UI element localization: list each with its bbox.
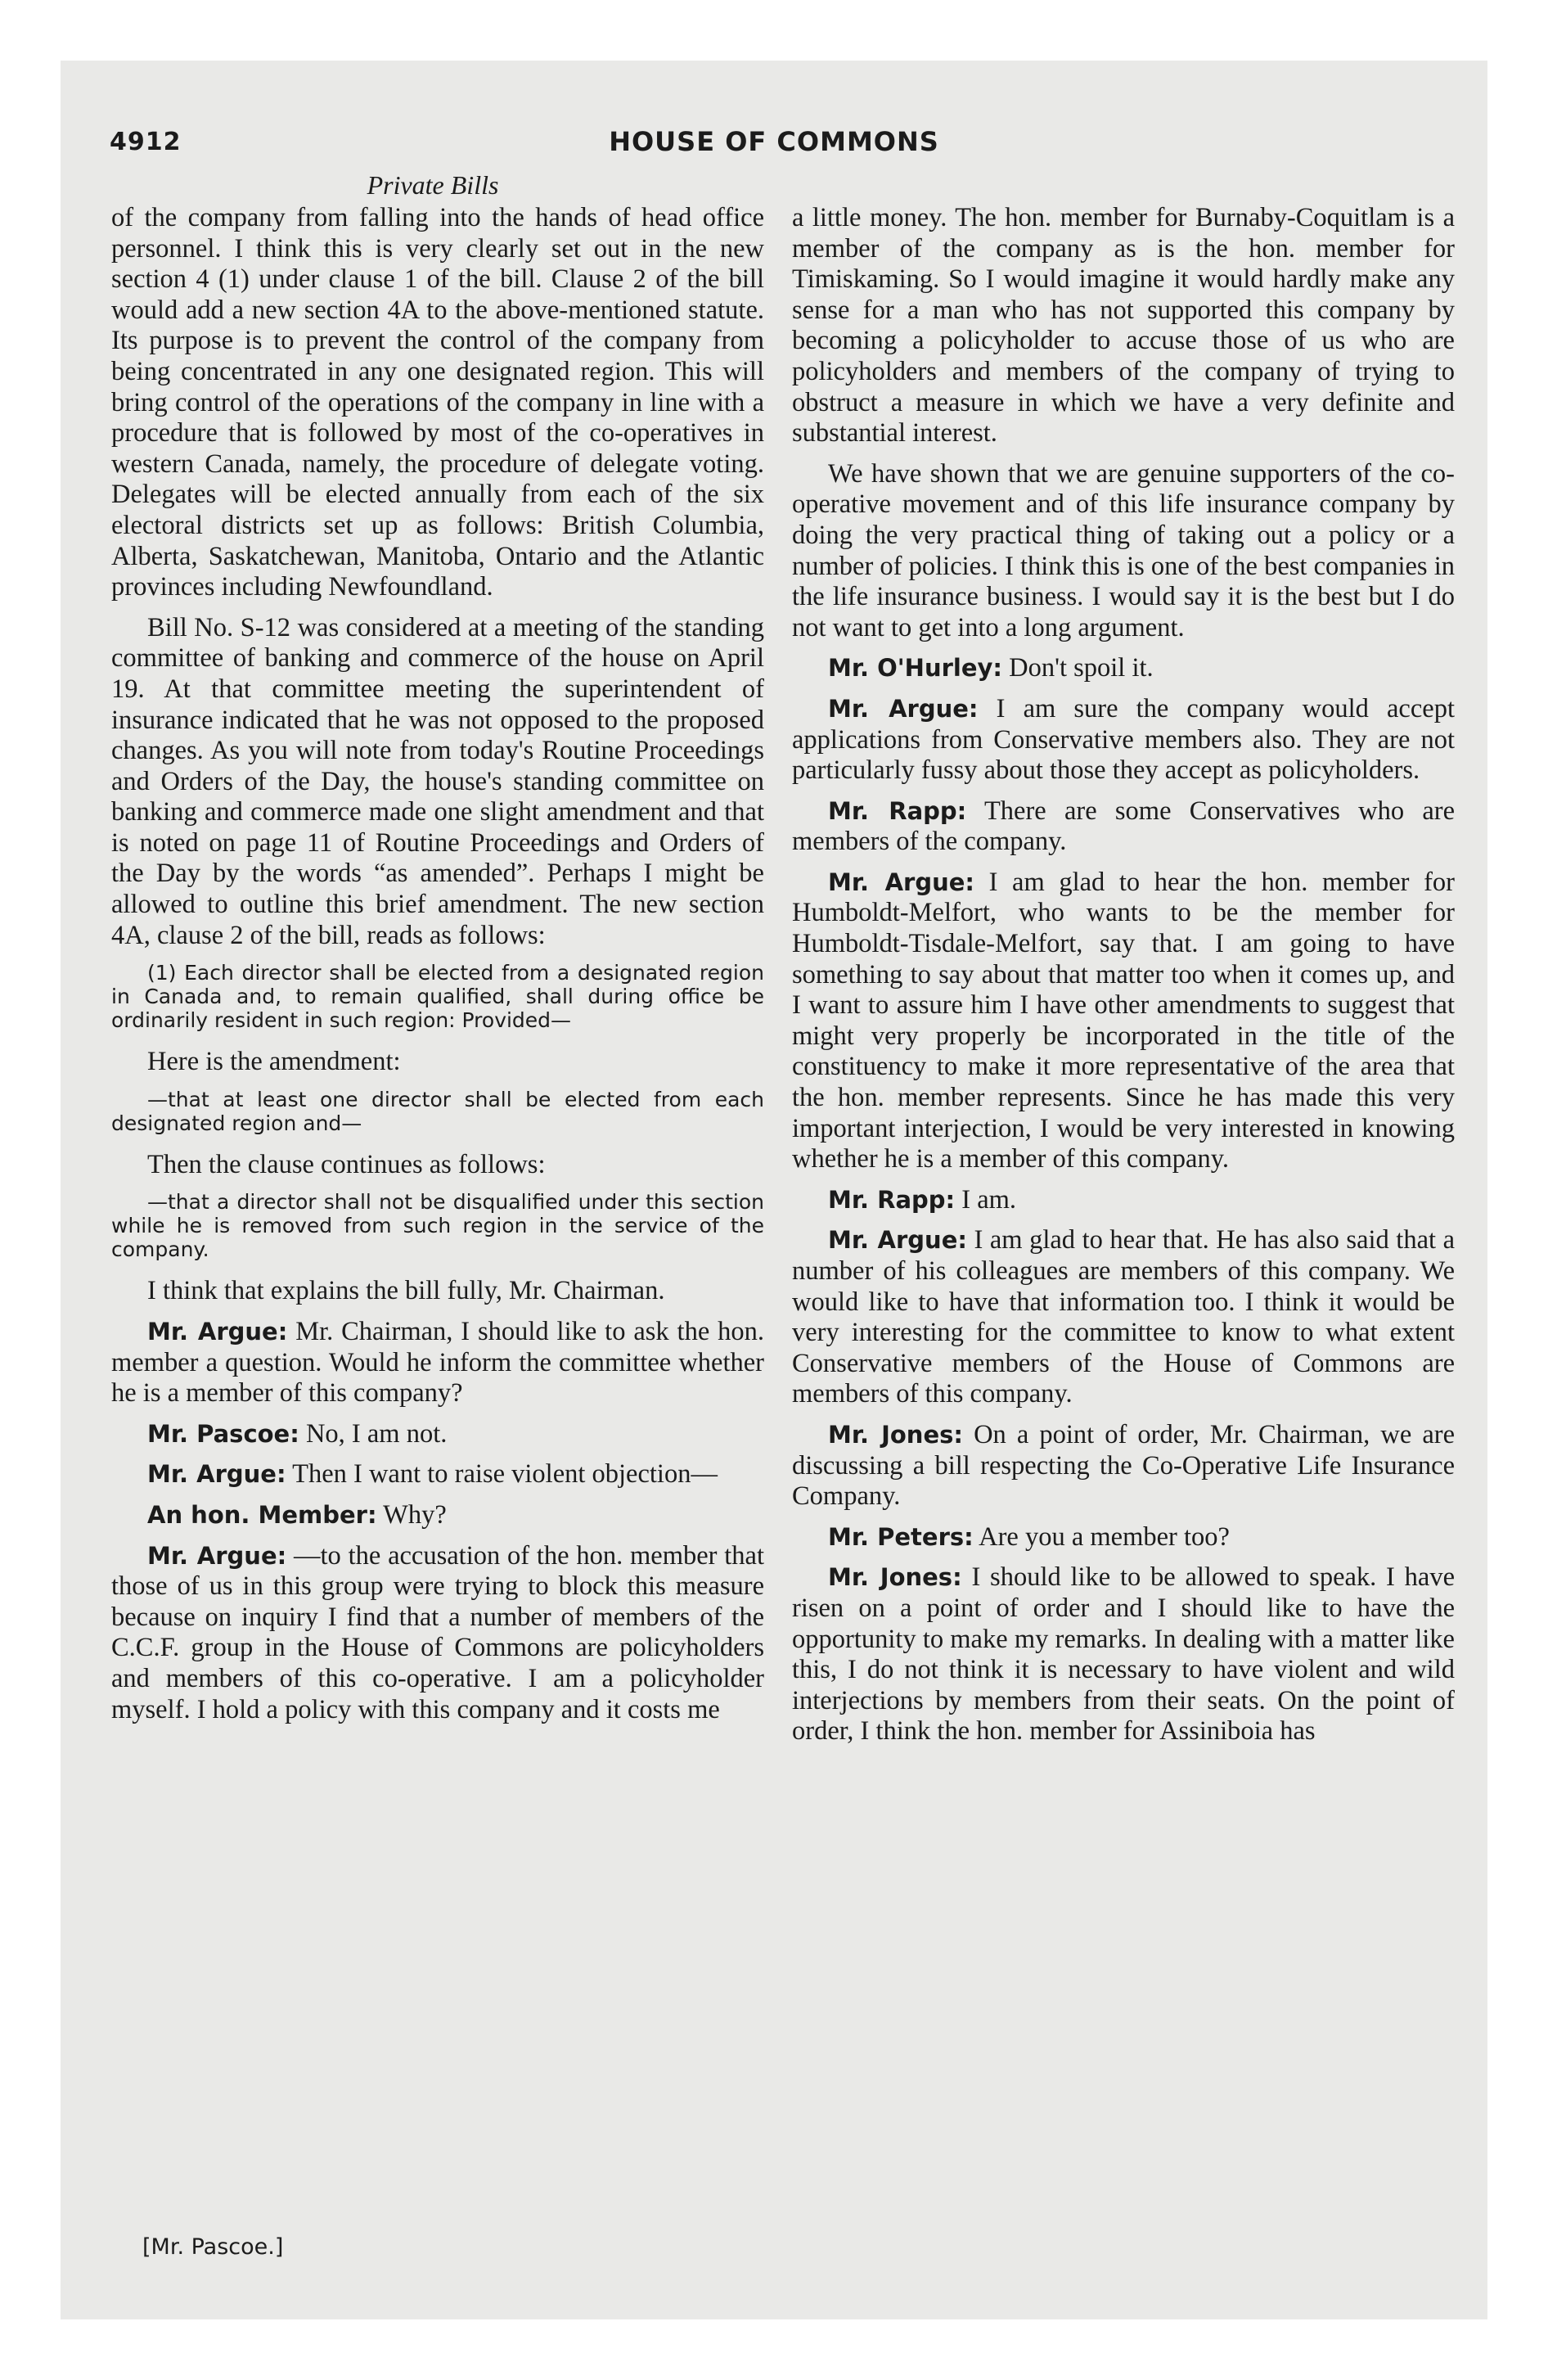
speaker-name: Mr. Argue:	[828, 868, 975, 896]
speaker-name: Mr. Argue:	[147, 1460, 286, 1489]
paragraph: I think that explains the bill fully, Mr. Chairman.	[147, 1276, 665, 1306]
speaker-name: Mr. Rapp:	[828, 796, 967, 825]
speaker-name: Mr. Argue:	[147, 1318, 288, 1346]
speech-text: There are some Conservatives who are members of the company.	[792, 796, 1456, 857]
quoted-clause: —that a director shall not be disqualified under this section while he is removed from such region in the service of the company.	[111, 1190, 764, 1262]
speech-paragraph	[792, 1562, 1455, 1747]
paragraph: Here is the amendment:	[147, 1047, 401, 1077]
speaker-name: Mr. Peters:	[828, 1522, 974, 1551]
speech-text: I should like to be allowed to speak. I have risen on a point of order and I should like to have the opportunity to make my remarks. In dealing with a matter like this, I do not think it is necessary to have violent and wild interjections by members from their seats. On the point of order, I think the hon. member for Assiniboia has	[792, 1562, 1456, 1747]
speaker-name: Mr. Pascoe:	[147, 1419, 299, 1448]
speech-paragraph	[111, 1500, 764, 1531]
continued-paragraph: of the company from falling into the hands of head office personnel. I think this is very clearly set out in the new section 4 (1) under clause 1 of the bill. Clause 2 of the bill would add a new section 4A to the above-mentioned statute. Its purpose is to prevent the control of the company from being concentrated in any one designated region. This will bring control of the operations of the company in line with a procedure that is followed by most of the co-operatives in western Canada, namely, the procedure of delegate voting. Delegates will be elected annually from each of the six electoral districts set up as follows: British Columbia, Alberta, Saskatchewan, Manitoba, Ontario and the Atlantic provinces including Newfoundland.	[111, 203, 764, 602]
paragraph: Then the clause continues as follows:	[147, 1149, 546, 1179]
speaker-name: Mr. O'Hurley:	[828, 654, 1002, 683]
speech-text: Don't spoil it.	[1009, 653, 1154, 683]
speaker-attribution: [Mr. Pascoe.]	[142, 2234, 284, 2260]
speech-paragraph	[111, 1317, 764, 1409]
speech-paragraph	[792, 868, 1455, 1175]
speech-text: No, I am not.	[305, 1418, 448, 1449]
speech-text: I am sure the company would accept applications from Conservative members also. They are not particularly fussy about those they accept as policyholders.	[792, 693, 1455, 786]
speech-text: Are you a member too?	[979, 1521, 1230, 1552]
speaker-name: An hon. Member:	[147, 1501, 377, 1529]
speaker-name: Mr. Rapp:	[828, 1185, 956, 1214]
speech-paragraph	[111, 1541, 764, 1726]
left-column	[111, 203, 764, 1735]
speech-text: Mr. Chairman, I should like to ask the hon. member a question. Would he inform the committee whether he is a member of this company?	[111, 1317, 764, 1409]
speech-paragraph	[792, 694, 1455, 787]
continued-paragraph: a little money. The hon. member for Burnaby-Coquitlam is a member of the company as is the hon. member for Timiskaming. So I would imagine it would hardly make any sense for a man who has not supported this company by becoming a policyholder to accuse those of us who are policyholders and members of the company of trying to obstruct a measure in which we have a very definite and substantial interest.	[792, 203, 1455, 449]
quoted-clause: —that at least one director shall be elected from each designated region and—	[111, 1087, 764, 1135]
speech-paragraph	[792, 1225, 1455, 1410]
speaker-name: Mr. Jones:	[828, 1420, 963, 1449]
speech-paragraph	[792, 653, 1455, 684]
speech-paragraph	[792, 1420, 1455, 1512]
speaker-name: Mr. Argue:	[828, 694, 979, 723]
speaker-name: Mr. Jones:	[828, 1563, 962, 1592]
paragraph: We have shown that we are genuine supporters of the co-operative movement and of this life insurance company by doing the very practical thing of taking out a policy or a number of policies. I think this is one of the best companies in the life insurance business. I would say it is the best but I do not want to get into a long argument.	[792, 458, 1455, 642]
paragraph: Bill No. S-12 was considered at a meeting of the standing committee of banking and commerce of the house on April 19. At that committee meeting the superintendent of insurance indicated that he was not opposed to the proposed changes. As you will note from today's Routine Proceedings and Orders of the Day, the house's standing committee on banking and commerce made one slight amendment and that is noted on page 11 of Routine Proceedings and Orders of the Day by the words “as amended”. Perhaps I might be allowed to outline this brief amendment. The new section 4A, clause 2 of the bill, reads as follows:	[111, 612, 764, 950]
speech-text: —to the accusation of the hon. member that those of us in this group were trying to block this measure because on inquiry I find that a number of members of the C.C.F. group in the House of Commons are policyholders and members of this co-operative. I am a policyholder myself. I hold a policy with this company and it costs me	[111, 1540, 765, 1724]
speech-paragraph	[111, 1419, 764, 1450]
speech-text: I am.	[961, 1184, 1017, 1215]
quoted-clause: (1) Each director shall be elected from a designated region in Canada and, to remain qualified, shall during office be ordinarily resident in such region: Provided—	[111, 961, 764, 1033]
speech-text: I am glad to hear that. He has also said that a number of his colleagues are members of this company. We would like to have that information too. I think it would be very interesting for the committee to know to what extent Conservative members of the House of Commons are members of this company.	[792, 1225, 1455, 1409]
speech-text: On a point of order, Mr. Chairman, we are discussing a bill respecting the Co-Operative Life Insurance Company.	[792, 1419, 1456, 1512]
speaker-name: Mr. Argue:	[828, 1226, 967, 1255]
speech-text: Then I want to raise violent objection—	[292, 1459, 718, 1490]
speech-text: Why?	[383, 1500, 447, 1530]
speech-paragraph	[111, 1459, 764, 1490]
speaker-name: Mr. Argue:	[147, 1541, 287, 1570]
right-column	[792, 203, 1455, 1757]
speech-paragraph	[792, 1522, 1455, 1553]
speech-text: I am glad to hear the hon. member for Humboldt-Melfort, who wants to be the member for Humboldt-Tisdale-Melfort, say that. I am going to have something to say about that matter too when it comes up, and I want to assure him I have other amendments to suggest that might very properly be incorporated in the title of the constituency to make it more representative of the area that the hon. member represents. Since he has made this very important interjection, I would be very interested in knowing whether he is a member of this company.	[792, 867, 1455, 1174]
speech-paragraph	[792, 1185, 1455, 1216]
speech-paragraph	[792, 796, 1455, 858]
running-head: HOUSE OF COMMONS	[609, 126, 939, 157]
page-number: 4912	[110, 128, 182, 156]
section-heading: Private Bills	[367, 170, 499, 200]
